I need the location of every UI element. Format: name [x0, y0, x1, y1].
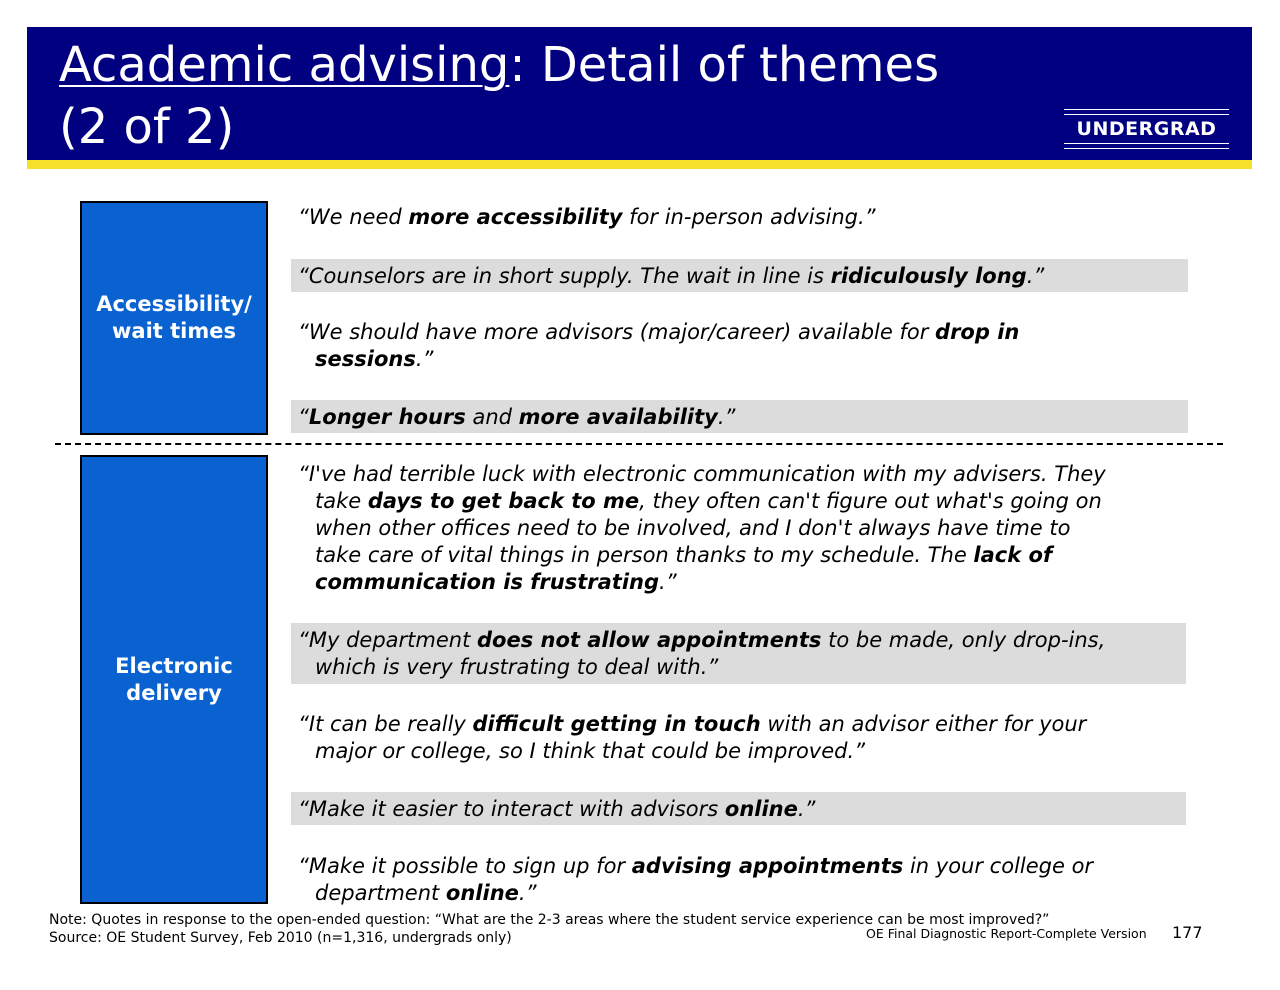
theme-label-line1: Electronic — [115, 653, 233, 678]
quote-electronic-5: “Make it possible to sign up for advising appointments in your college or department online.” — [298, 854, 1094, 905]
quote-electronic-4: “Make it easier to interact with advisors online.” — [291, 792, 1186, 825]
header-stripe — [27, 160, 1252, 169]
theme-box-electronic — [80, 455, 268, 904]
footnote-source: Source: OE Student Survey, Feb 2010 (n=1,316, undergrads only) — [49, 930, 512, 946]
quote-accessibility-2: “Counselors are in short supply. The wait in line is ridiculously long.” — [291, 259, 1188, 292]
theme-divider — [55, 443, 1223, 445]
title-rest: : Detail of themes — [509, 37, 940, 93]
theme-box-accessibility — [80, 201, 268, 435]
quote-accessibility-3: “We should have more advisors (major/career) available for drop in sessions.” — [298, 320, 1020, 371]
footnote-note: Note: Quotes in response to the open-ended question: “What are the 2-3 areas where the student service experience can be most improved?” — [49, 912, 1050, 928]
title-underlined: Academic advising — [59, 37, 510, 93]
quote-electronic-3: “It can be really difficult getting in touch with an advisor either for your major or college, so I think that could be improved.” — [298, 712, 1087, 763]
theme-label-line1: Accessibility/ — [96, 292, 252, 316]
page-title — [59, 34, 939, 158]
theme-label-line2: wait times — [112, 319, 236, 343]
page-number: 177 — [1172, 923, 1203, 942]
undergrad-badge: UNDERGRAD — [1064, 109, 1229, 149]
quote-accessibility-4: “Longer hours and more availability.” — [291, 400, 1188, 433]
title-line2: (2 of 2) — [59, 99, 235, 155]
theme-label-line2: delivery — [126, 680, 222, 705]
quote-accessibility-1: “We need more accessibility for in-person advising.” — [298, 205, 876, 229]
report-name: OE Final Diagnostic Report-Complete Version — [866, 926, 1147, 941]
quote-electronic-1: “I've had terrible luck with electronic communication with my advisers. They take days to get back to me, they often can't figure out what's going on when other offices need to be involved, and I don't always have time to take care of vital things in person thanks to my schedule. The lack of communication is frustrating.” — [298, 462, 1106, 594]
quote-electronic-2: “My department does not allow appointments to be made, only drop-ins, which is very frustrating to deal with.” — [291, 623, 1186, 684]
